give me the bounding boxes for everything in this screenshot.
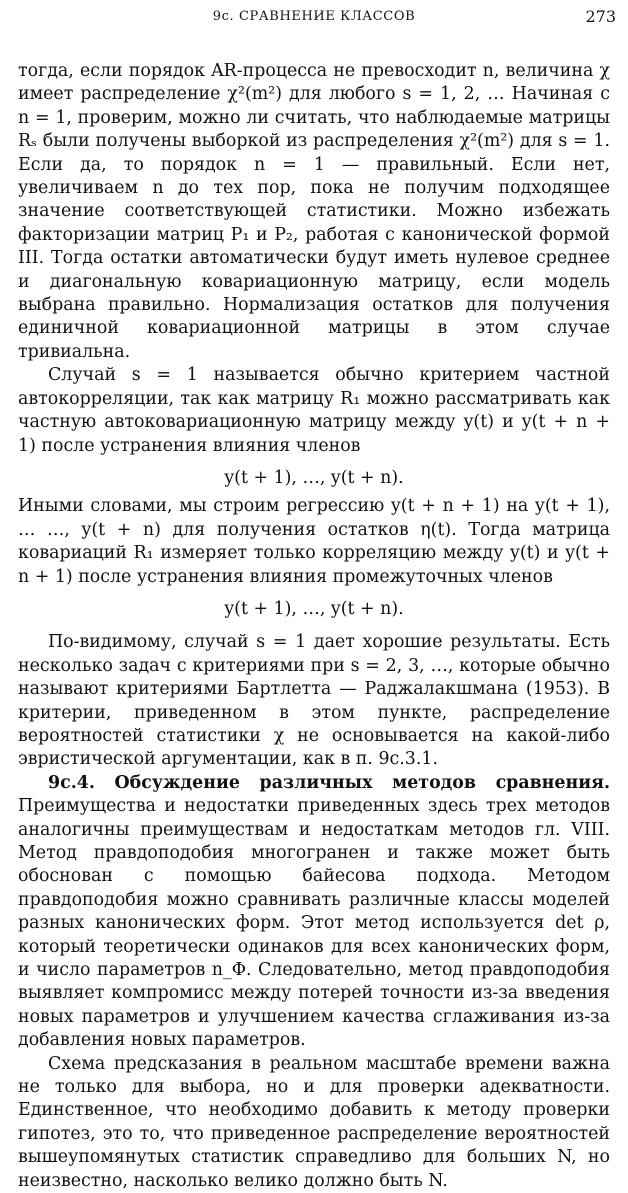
formula-2: y(t + 1), …, y(t + n). xyxy=(224,598,404,619)
paragraph-4: По-видимому, случай s = 1 дает хорошие результаты. Есть несколько задач с критериями при s = 2, 3, …, которые обычно называют критериями Бартлетта — Раджалакшмана (1953). В критерии, приведенном в этом пункте, распределение вероятностей статистики χ не основывается на какой-либо эвристической аргументации, как в п. 9с.3.1. xyxy=(18,632,610,770)
paragraph-5-text: Преимущества и недостатки приведенных здесь трех методов аналогичны преимуществам и недостаткам методов гл. VIII. Метод правдоподобия многогранен и также может быть обоснован с помощью байесова подхода. Методом правдоподобия можно сравнивать различные классы моделей разных канонических форм. Этот метод используется det ρ, который теоретически одинаков для всех канонических форм, и число параметров n_Φ. Следовательно, метод правдоподобия выявляет компромисс между потерей точности из-за введения новых параметров и улучшением качества сглаживания из-за добавления новых параметров. xyxy=(18,796,610,1051)
running-title: 9с. СРАВНЕНИЕ КЛАССОВ xyxy=(212,9,416,24)
page-number: 273 xyxy=(585,7,616,26)
paragraph-5 xyxy=(18,772,610,1053)
running-header xyxy=(0,9,628,29)
paragraph-6: Схема предсказания в реальном масштабе времени важна не только для выбора, но и для проверки адекватности. Единственное, что необходимо добавить к методу проверки гипотез, это то, что приведенное распределение вероятностей вышеупомянутых статистик справедливо для больших N, но неизвестно, насколько велико должно быть N. xyxy=(18,1053,610,1191)
page-body xyxy=(18,60,610,1193)
paragraph-2: Случай s = 1 называется обычно критерием частной автокорреляции, так как матрицу R₁ можно рассматривать как частную автоковариационную матрицу между y(t) и y(t + n + 1) после устранения влияния членов xyxy=(18,365,610,456)
paragraph-1: тогда, если порядок AR-процесса не превосходит n, величина χ имеет распределение χ²(m²) для любого s = 1, 2, … Начиная с n = 1, проверим, можно ли считать, что наблюдаемые матрицы Rₛ были получены выборкой из распределения χ²(m²) для s = 1. Если да, то порядок n = 1 — правильный. Если нет, увеличиваем n до тех пор, пока не получим подходящее значение соответствующей статистики. Можно избежать факторизации матриц P₁ и P₂, работая с канонической формой III. Тогда остатки автоматически будут иметь нулевое среднее и диагональную ковариационную матрицу, если модель выбрана правильно. Нормализация остатков для получения единичной ковариационной матрицы в этом случае тривиальна. xyxy=(18,61,610,362)
formula-1: y(t + 1), …, y(t + n). xyxy=(224,467,404,488)
section-heading: 9с.4. Обсуждение различных методов сравнения. xyxy=(48,772,610,793)
paragraph-3: Иными словами, мы строим регрессию y(t + n + 1) на y(t + 1), … …, y(t + n) для получения остатков η(t). Тогда матрица ковариаций R₁ измеряет только корреляцию между y(t) и y(t + n + 1) после устранения влияния промежуточных членов xyxy=(18,496,610,587)
